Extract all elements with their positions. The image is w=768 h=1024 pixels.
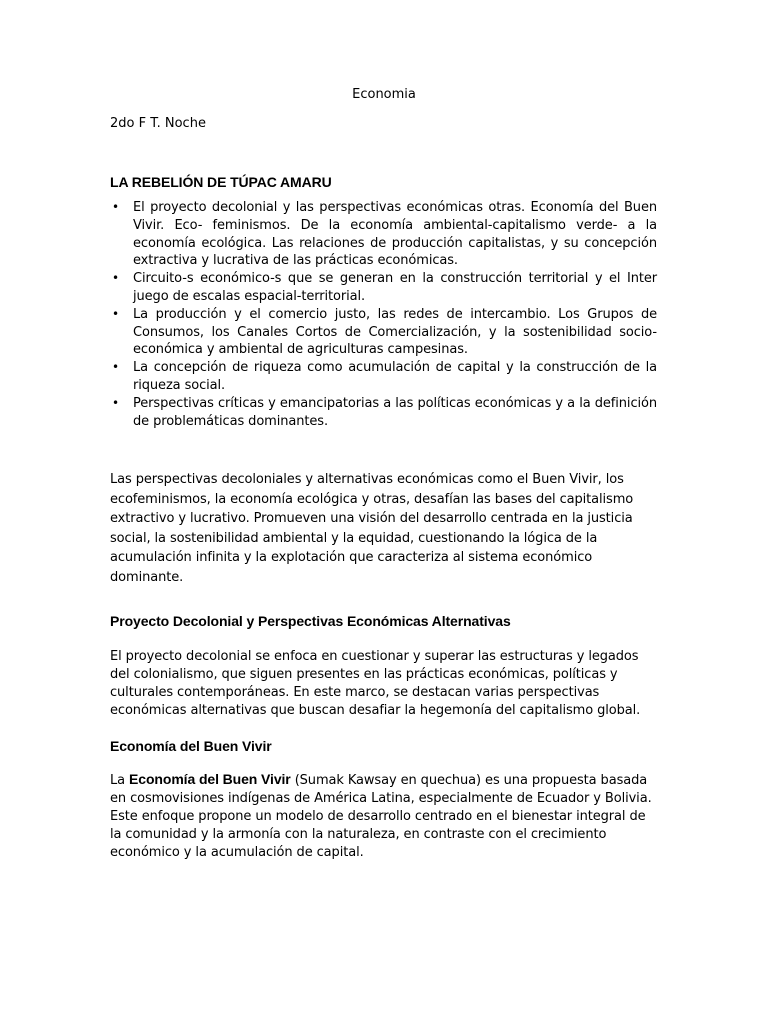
list-item <box>110 270 657 306</box>
bullet-icon: • <box>112 200 119 214</box>
section-heading-buen-vivir: Economía del Buen Vivir <box>110 738 272 754</box>
list-item <box>110 199 657 270</box>
paragraph-rest: (Sumak Kawsay en quechua) es una propuesta basada en cosmovisiones indígenas de América Latina, especialmente de Ecuador y Bolivia. Este enfoque propone un modelo de desarrollo centrado en el bienestar integral de la comunidad y la armonía con la naturaleza, en contraste con el crecimiento económico y la acumulación de capital. <box>110 773 652 860</box>
bullet-text: La producción y el comercio justo, las redes de intercambio. Los Grupos de Consumos, los Canales Cortos de Comercialización, y la sostenibilidad socio-económica y ambiental de agriculturas campesinas. <box>133 306 657 358</box>
intro-paragraph: Las perspectivas decoloniales y alternativas económicas como el Buen Vivir, los ecofeminismos, la economía ecológica y otras, desafían las bases del capitalismo extractivo y lucrativo. Promueven una visión del desarrollo centrada en la justicia social, la sostenibilidad ambiental y la equidad, cuestionando la lógica de la acumulación infinita y la explotación que caracteriza al sistema económico dominante. <box>110 472 634 585</box>
bullet-text: La concepción de riqueza como acumulación de capital y la construcción de la riqueza social. <box>133 360 657 393</box>
section-heading-proyecto-decolonial: Proyecto Decolonial y Perspectivas Económicas Alternativas <box>110 613 511 629</box>
bullet-icon: • <box>112 395 119 410</box>
decolonial-paragraph: El proyecto decolonial se enfoca en cuestionar y superar las estructuras y legados del colonialismo, que siguen presentes en las prácticas económicas, políticas y culturales contemporáneas. En este marco, se destacan varias perspectivas económicas alternativas que buscan desafiar la hegemonía del capitalismo global. <box>110 649 641 718</box>
document-subtitle: 2do F T. Noche <box>110 116 206 131</box>
bullet-icon: • <box>112 271 119 286</box>
paragraph-emphasis: Economía del Buen Vivir <box>129 771 291 787</box>
document-title: Economia <box>352 87 416 102</box>
bullet-text: Perspectivas críticas y emancipatorias a las políticas económicas y a la definición de problemáticas dominantes. <box>133 395 657 429</box>
paragraph-lead: La <box>110 773 130 788</box>
bullet-text: El proyecto decolonial y las perspectivas económicas otras. Economía del Buen Vivir. Eco- feminismos. De la economía ambiental-capitalismo verde- a la economía ecológica. Las relaciones de producción capitalistas, y su concepción extractiva y lucrativa de las prácticas económicas. <box>133 200 657 269</box>
topics-bullet-list <box>110 199 657 430</box>
buen-vivir-paragraph <box>110 770 657 862</box>
bullet-text: Circuito-s económico-s que se generan en la construcción territorial y el Inter juego de escalas espacial-territorial. <box>133 271 657 304</box>
section-heading-rebelion: LA REBELIÓN DE TÚPAC AMARU <box>110 174 332 190</box>
list-item <box>110 395 657 431</box>
bullet-icon: • <box>112 306 119 321</box>
list-item <box>110 359 657 395</box>
list-item <box>110 306 657 359</box>
bullet-icon: • <box>112 360 119 375</box>
